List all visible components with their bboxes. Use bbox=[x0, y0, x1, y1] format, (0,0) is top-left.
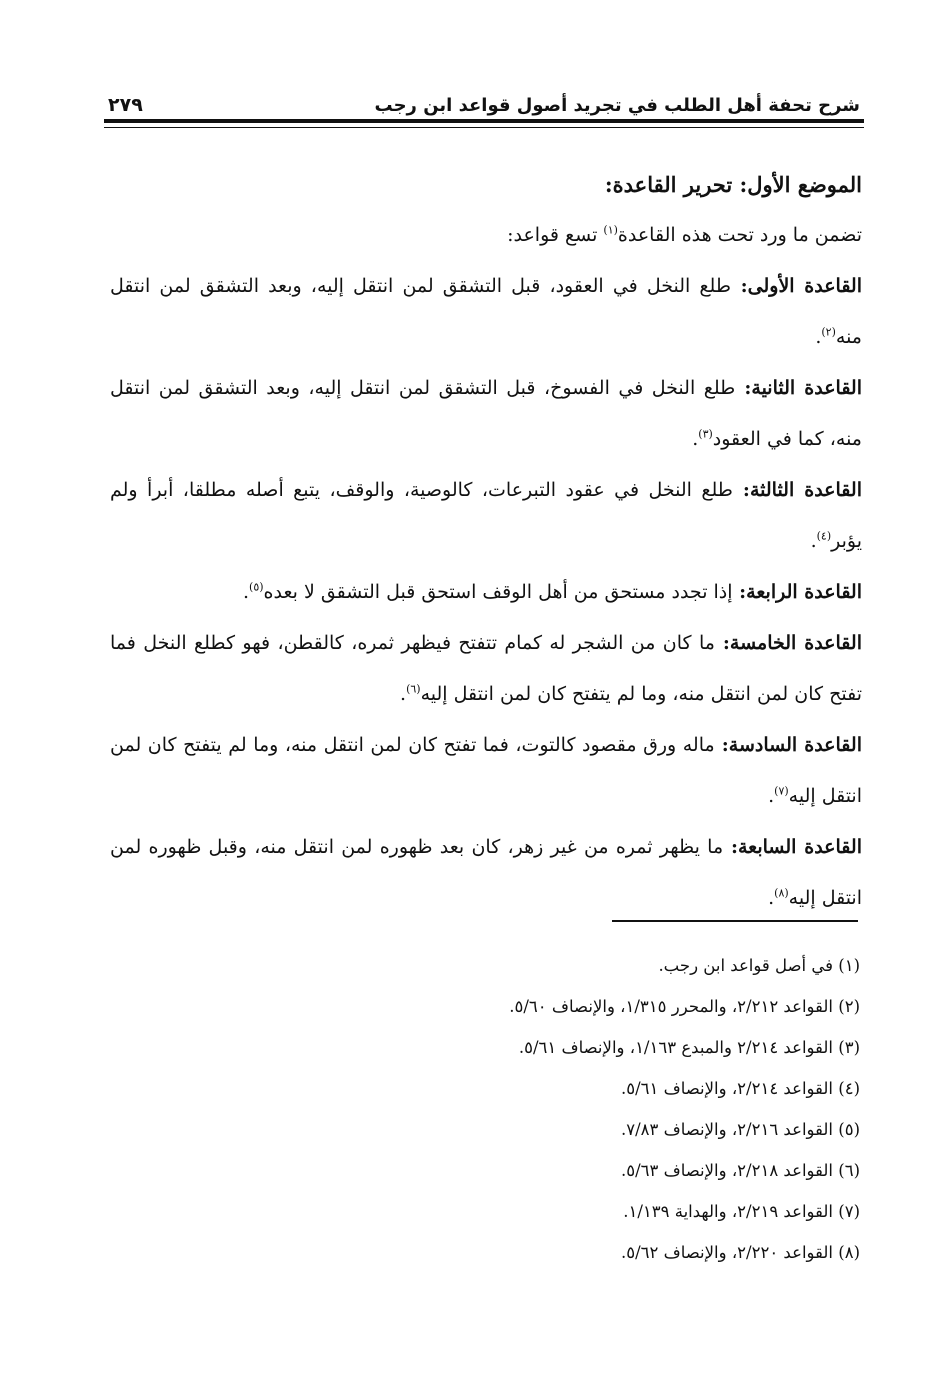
footnote: (٥) القواعد ٢/٢١٦، والإنصاف ٧/٨٣. bbox=[620, 1120, 860, 1139]
rule-label: القاعدة الثانية: bbox=[735, 377, 862, 399]
footnote: (٨) القواعد ٢/٢٢٠، والإنصاف ٥/٦٢. bbox=[620, 1243, 860, 1262]
footnote-separator bbox=[612, 920, 858, 922]
footnote: (٤) القواعد ٢/٢١٤، والإنصاف ٥/٦١. bbox=[620, 1079, 860, 1098]
footnote-marker[interactable]: (١) bbox=[603, 223, 618, 237]
rule-text: ما يظهر ثمره من غير زهر، كان بعد ظهوره لمن انتقل منه، وقبل ظهوره لمن انتقل إليه bbox=[110, 836, 862, 909]
rule-text: إذا تجدد مستحق من أهل الوقف استحق قبل التشقق لا بعده bbox=[263, 581, 733, 603]
rule-end: . bbox=[815, 326, 822, 348]
footnote: (٣) القواعد ٢/٢١٤ والمبدع ١/١٦٣، والإنصاف ٥/٦١. bbox=[518, 1038, 860, 1057]
intro-text-end: تسع قواعد: bbox=[507, 224, 604, 246]
footnote-marker[interactable]: (٤) bbox=[816, 529, 832, 543]
rule-paragraph bbox=[110, 261, 862, 363]
section-heading: الموضع الأول: تحرير القاعدة: bbox=[604, 172, 862, 197]
rule-text: ماله ورق مقصود كالتوت، فما تفتح كان لمن انتقل منه، وما لم يتفتح كان لمن انتقل إليه bbox=[110, 734, 862, 807]
rule-end: . bbox=[242, 581, 250, 603]
footnote: (٦) القواعد ٢/٢١٨، والإنصاف ٥/٦٣. bbox=[620, 1161, 860, 1180]
rule-paragraph bbox=[110, 822, 862, 924]
intro-paragraph bbox=[110, 210, 862, 261]
rule-end: . bbox=[692, 428, 699, 450]
footnote: (٢) القواعد ٢/٢١٢، والمحرر ١/٣١٥، والإنصاف ٥/٦٠. bbox=[509, 997, 860, 1016]
running-title: شرح تحفة أهل الطلب في تجريد أصول قواعد ابن رجب bbox=[374, 95, 860, 116]
rule-paragraph bbox=[110, 618, 862, 720]
rule-text: ما كان من الشجر له كمام تتفتح فيظهر ثمره، كالقطن، فهو كطلع النخل فما تفتح كان لمن انتقل منه، وما لم يتفتح كان لمن انتقل إليه bbox=[110, 632, 862, 705]
rule-paragraph bbox=[110, 720, 862, 822]
footnote-marker[interactable]: (٧) bbox=[774, 784, 789, 798]
main-text bbox=[110, 160, 862, 924]
footnote: (١) في أصل قواعد ابن رجب. bbox=[658, 956, 860, 975]
footnotes-list bbox=[110, 945, 860, 1273]
rule-label: القاعدة الرابعة: bbox=[732, 581, 862, 603]
footnote-marker[interactable]: (٢) bbox=[821, 325, 836, 339]
rule-paragraph bbox=[110, 567, 862, 618]
rule-label: القاعدة السادسة: bbox=[714, 734, 862, 756]
rule-label: القاعدة السابعة: bbox=[723, 836, 862, 858]
header-rule-thick bbox=[104, 119, 864, 123]
rule-end: . bbox=[768, 785, 775, 807]
footnote-marker[interactable]: (٥) bbox=[249, 580, 264, 594]
rule-end: . bbox=[400, 683, 407, 705]
header-rule-thin bbox=[104, 127, 864, 128]
rule-text: طلع النخل في عقود التبرعات، كالوصية، والوقف، يتبع أصله مطلقا، أبرأ ولم يؤبر bbox=[110, 479, 862, 552]
rule-paragraph bbox=[110, 465, 862, 567]
footnote-marker[interactable]: (٣) bbox=[698, 427, 713, 441]
running-header bbox=[108, 82, 860, 116]
rule-label: القاعدة الأولى: bbox=[730, 275, 862, 297]
rule-end: . bbox=[810, 530, 817, 552]
rule-paragraph bbox=[110, 363, 862, 465]
page-number: ٢٧٩ bbox=[108, 94, 143, 116]
rule-end: . bbox=[768, 887, 775, 909]
rule-label: القاعدة الثالثة: bbox=[732, 479, 862, 501]
footnote: (٧) القواعد ٢/٢١٩، والهداية ١/١٣٩. bbox=[623, 1202, 860, 1221]
rule-label: القاعدة الخامسة: bbox=[714, 632, 862, 654]
footnote-marker[interactable]: (٦) bbox=[406, 682, 421, 696]
footnote-marker[interactable]: (٨) bbox=[774, 886, 789, 900]
intro-text: تضمن ما ورد تحت هذه القاعدة bbox=[617, 224, 862, 246]
rule-text: طلع النخل في الفسوخ، قبل التشقق لمن انتقل إليه، وبعد التشقق لمن انتقل منه، كما في العقود bbox=[110, 377, 862, 450]
rule-text: طلع النخل في العقود، قبل التشقق لمن انتقل إليه، وبعد التشقق لمن انتقل منه bbox=[110, 275, 862, 348]
